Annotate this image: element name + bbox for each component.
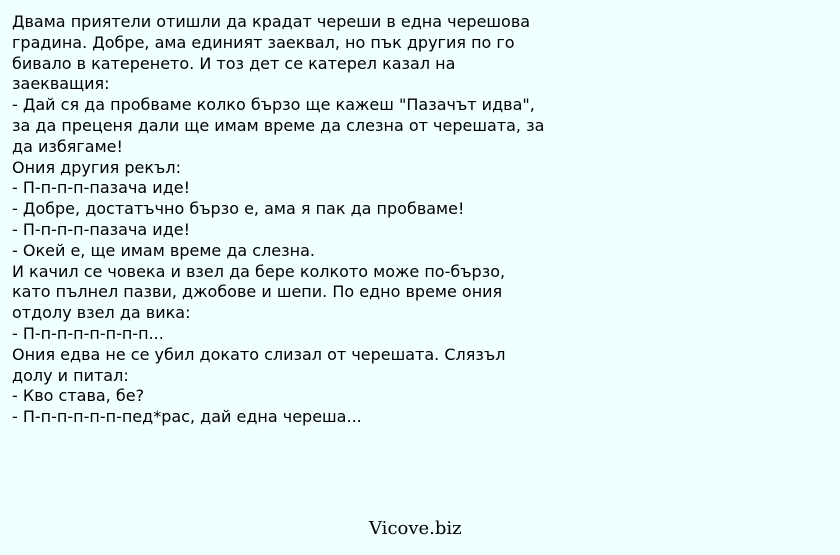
joke-line: да избягаме! <box>12 136 123 156</box>
joke-line: Ония едва не се убил докато слизал от черешата. Слязъл <box>12 344 506 364</box>
joke-line: - Дай ся да пробваме колко бързо ще кажеш "Пазачът идва", <box>12 95 535 115</box>
joke-line: като пълнел пазви, джобове и шепи. По едно време ония <box>12 282 503 302</box>
joke-line: - П-п-п-п-пазача иде! <box>12 219 191 239</box>
joke-line: градина. Добре, ама единият заеквал, но пък другия по го <box>12 32 515 52</box>
joke-line: отдолу взел да вика: <box>12 303 191 323</box>
joke-line: - П-п-п-п-п-п-п-п... <box>12 323 164 343</box>
joke-line: - П-п-п-п-п-п-пед*рас, дай една череша... <box>12 407 362 427</box>
joke-line: - Окей е, ще имам време да слезна. <box>12 240 315 260</box>
joke-line: - Кво става, бе? <box>12 386 145 406</box>
joke-line: долу и питал: <box>12 365 129 385</box>
joke-line: бивало в катеренето. И тоз дет се катерел казал на <box>12 53 456 73</box>
joke-line: - П-п-п-п-пазача иде! <box>12 178 191 198</box>
joke-line: Ония другия рекъл: <box>12 157 181 177</box>
joke-line: за да преценя дали ще имам време да слезна от черешата, за <box>12 115 545 135</box>
joke-line: заекващия: <box>12 74 110 94</box>
joke-line: - Добре, достатъчно бързо е, ама я пак да пробваме! <box>12 199 465 219</box>
joke-text <box>12 12 577 428</box>
joke-line: Двама приятели отишли да крадат череши в една черешова <box>12 12 531 31</box>
site-watermark: Vicove.biz <box>369 518 462 539</box>
joke-line: И качил се човека и взел да бере колкото може по-бързо, <box>12 261 506 281</box>
